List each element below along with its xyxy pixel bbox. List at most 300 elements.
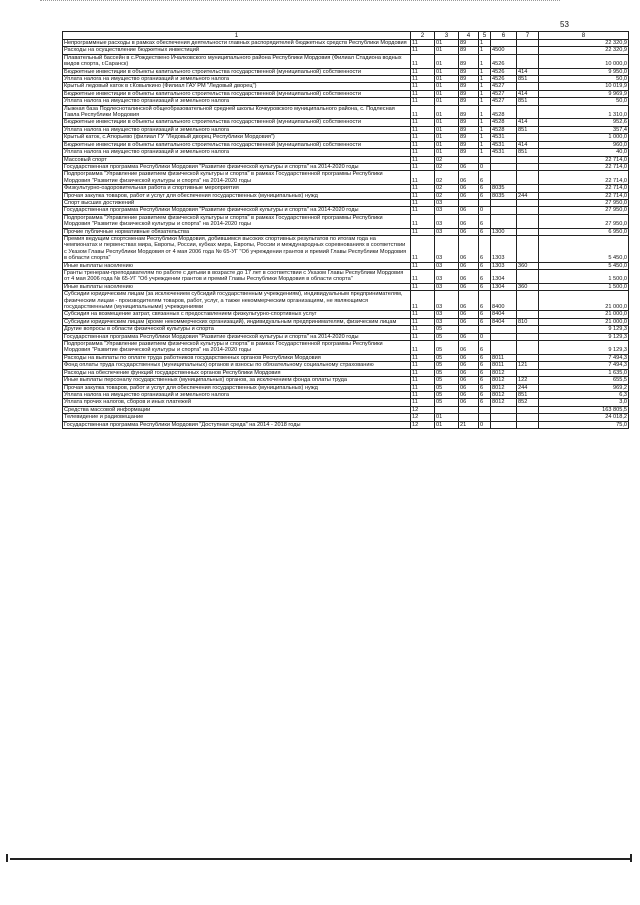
table-row xyxy=(63,192,629,199)
code-cell: 11 xyxy=(411,185,435,192)
table-row xyxy=(63,341,629,355)
amount-cell: 22 714,0 xyxy=(539,163,629,170)
section-cell: 01 xyxy=(435,40,459,47)
article-cell xyxy=(491,414,517,421)
code-cell: 11 xyxy=(411,311,435,318)
expense-name-cell: Средства массовой информации xyxy=(63,406,411,413)
amount-cell: 9 129,3 xyxy=(539,326,629,333)
program-cell: 06 xyxy=(459,171,479,185)
subprogram-cell: 6 xyxy=(479,384,491,391)
expense-type-cell: 360 xyxy=(517,283,539,290)
amount-cell: 21 000,0 xyxy=(539,318,629,325)
section-cell: 05 xyxy=(435,341,459,355)
code-cell: 11 xyxy=(411,141,435,148)
table-row xyxy=(63,68,629,75)
page-number: 53 xyxy=(560,20,569,29)
subprogram-cell: 6 xyxy=(479,270,491,284)
code-cell: 11 xyxy=(411,192,435,199)
amount-cell: 7 494,3 xyxy=(539,362,629,369)
table-row xyxy=(63,262,629,269)
code-cell: 11 xyxy=(411,126,435,133)
amount-cell: 3,0 xyxy=(539,399,629,406)
program-cell: 89 xyxy=(459,90,479,97)
program-cell: 89 xyxy=(459,119,479,126)
code-cell: 12 xyxy=(411,421,435,428)
code-cell: 12 xyxy=(411,406,435,413)
amount-cell: 1 500,0 xyxy=(539,270,629,284)
subprogram-cell: 6 xyxy=(479,185,491,192)
amount-cell: 1 635,0 xyxy=(539,369,629,376)
amount-cell: 163 805,5 xyxy=(539,406,629,413)
table-row xyxy=(63,318,629,325)
code-cell: 11 xyxy=(411,90,435,97)
article-cell: 1300 xyxy=(491,228,517,235)
expense-name-cell: Иные выплаты населению xyxy=(63,262,411,269)
section-cell: 03 xyxy=(435,311,459,318)
table-row xyxy=(63,414,629,421)
section-cell: 05 xyxy=(435,384,459,391)
code-cell: 11 xyxy=(411,235,435,262)
program-cell: 06 xyxy=(459,291,479,311)
expense-type-cell xyxy=(517,54,539,68)
code-cell: 11 xyxy=(411,228,435,235)
expense-name-cell: Спорт высших достижений xyxy=(63,199,411,206)
amount-cell: 22 714,0 xyxy=(539,192,629,199)
table-row xyxy=(63,83,629,90)
expense-name-cell: Иные выплаты населению xyxy=(63,283,411,290)
expense-type-cell xyxy=(517,156,539,163)
program-cell: 06 xyxy=(459,207,479,214)
article-cell: 4526 xyxy=(491,54,517,68)
subprogram-cell: 1 xyxy=(479,126,491,133)
section-cell: 01 xyxy=(435,105,459,119)
table-row xyxy=(63,333,629,340)
column-header: 8 xyxy=(539,32,629,40)
expense-type-cell: 852 xyxy=(517,399,539,406)
program-cell: 89 xyxy=(459,105,479,119)
article-cell: 1303 xyxy=(491,262,517,269)
subprogram-cell: 0 xyxy=(479,207,491,214)
table-row xyxy=(63,384,629,391)
amount-cell: 50,0 xyxy=(539,76,629,83)
article-cell xyxy=(491,406,517,413)
table-row xyxy=(63,228,629,235)
section-cell: 02 xyxy=(435,192,459,199)
subprogram-cell: 1 xyxy=(479,119,491,126)
code-cell: 11 xyxy=(411,98,435,105)
expense-name-cell: Бюджетные инвестиции в объекты капитального строительства государственной (муниципальной) собственности xyxy=(63,68,411,75)
code-cell: 11 xyxy=(411,384,435,391)
amount-cell: 27 950,0 xyxy=(539,199,629,206)
code-cell: 11 xyxy=(411,163,435,170)
article-cell xyxy=(491,199,517,206)
expense-name-cell: Прочие публичные нормативные обязательства xyxy=(63,228,411,235)
article-cell: 8012 xyxy=(491,377,517,384)
expense-type-cell: 810 xyxy=(517,318,539,325)
section-cell: 02 xyxy=(435,171,459,185)
article-cell: 4500 xyxy=(491,47,517,54)
section-cell: 02 xyxy=(435,156,459,163)
section-cell: 05 xyxy=(435,399,459,406)
section-cell: 05 xyxy=(435,362,459,369)
program-cell: 06 xyxy=(459,362,479,369)
article-cell xyxy=(491,156,517,163)
amount-cell: 5 450,0 xyxy=(539,262,629,269)
expense-name-cell: Подпрограмма "Управление развитием физической культуры и спорта" в рамках Государственной программы Республики Мордовия "Развитие физической культуры и спорта" на 2014-2020 годы xyxy=(63,341,411,355)
expense-type-cell xyxy=(517,199,539,206)
expense-type-cell xyxy=(517,311,539,318)
program-cell: 06 xyxy=(459,318,479,325)
table-row xyxy=(63,377,629,384)
program-cell: 06 xyxy=(459,192,479,199)
column-header: 5 xyxy=(479,32,491,40)
program-cell: 06 xyxy=(459,399,479,406)
subprogram-cell: 6 xyxy=(479,362,491,369)
expense-name-cell: Государственная программа Республики Мордовия "Доступная среда" на 2014 - 2018 годы xyxy=(63,421,411,428)
section-cell: 01 xyxy=(435,90,459,97)
table-row xyxy=(63,391,629,398)
subprogram-cell: 6 xyxy=(479,228,491,235)
footer-tick-left xyxy=(6,854,8,862)
expense-type-cell xyxy=(517,134,539,141)
code-cell: 11 xyxy=(411,149,435,156)
program-cell: 89 xyxy=(459,98,479,105)
amount-cell: 6 950,0 xyxy=(539,228,629,235)
section-cell: 03 xyxy=(435,228,459,235)
subprogram-cell: 6 xyxy=(479,318,491,325)
amount-cell: 21 000,0 xyxy=(539,311,629,318)
article-cell xyxy=(491,341,517,355)
amount-cell: 1 500,0 xyxy=(539,283,629,290)
amount-cell: 1 310,0 xyxy=(539,105,629,119)
section-cell: 01 xyxy=(435,414,459,421)
amount-cell: 655,5 xyxy=(539,377,629,384)
article-cell xyxy=(491,214,517,228)
section-cell: 01 xyxy=(435,68,459,75)
table-row xyxy=(63,399,629,406)
expense-type-cell: 851 xyxy=(517,126,539,133)
article-cell: 8012 xyxy=(491,369,517,376)
expense-type-cell: 121 xyxy=(517,362,539,369)
expense-type-cell xyxy=(517,185,539,192)
program-cell: 06 xyxy=(459,354,479,361)
article-cell: 4527 xyxy=(491,90,517,97)
expense-type-cell xyxy=(517,333,539,340)
program-cell: 06 xyxy=(459,185,479,192)
code-cell: 11 xyxy=(411,377,435,384)
program-cell: 21 xyxy=(459,421,479,428)
section-cell: 01 xyxy=(435,98,459,105)
table-row xyxy=(63,90,629,97)
expense-type-cell: 414 xyxy=(517,90,539,97)
expense-type-cell xyxy=(517,406,539,413)
subprogram-cell: 6 xyxy=(479,341,491,355)
subprogram-cell: 6 xyxy=(479,171,491,185)
amount-cell: 1 000,0 xyxy=(539,134,629,141)
article-cell: 4526 xyxy=(491,68,517,75)
table-row xyxy=(63,369,629,376)
section-cell: 02 xyxy=(435,185,459,192)
expense-type-cell xyxy=(517,163,539,170)
table-row xyxy=(63,156,629,163)
code-cell: 11 xyxy=(411,399,435,406)
column-header: 7 xyxy=(517,32,539,40)
article-cell: 4531 xyxy=(491,134,517,141)
section-cell: 01 xyxy=(435,134,459,141)
expense-type-cell: 414 xyxy=(517,119,539,126)
article-cell: 4528 xyxy=(491,119,517,126)
subprogram-cell: 6 xyxy=(479,354,491,361)
amount-cell: 27 950,0 xyxy=(539,207,629,214)
expense-type-cell: 851 xyxy=(517,149,539,156)
expense-type-cell: 414 xyxy=(517,141,539,148)
subprogram-cell: 6 xyxy=(479,369,491,376)
table-row xyxy=(63,134,629,141)
section-cell: 01 xyxy=(435,421,459,428)
article-cell: 8404 xyxy=(491,318,517,325)
expense-name-cell: Государственная программа Республики Мордовия "Развитие физической культуры и спорта" на 2014-2020 годы xyxy=(63,207,411,214)
expense-type-cell: 851 xyxy=(517,76,539,83)
expense-name-cell: Иные выплаты персоналу государственных (муниципальных) органов, за исключением фонда оплаты труда xyxy=(63,377,411,384)
amount-cell: 21 000,0 xyxy=(539,291,629,311)
table-row xyxy=(63,185,629,192)
expense-name-cell: Субсидии юридическим лицам (кроме некоммерческих организаций), индивидуальным предпринимателям, физическим лицам xyxy=(63,318,411,325)
subprogram-cell: 1 xyxy=(479,98,491,105)
subprogram-cell: 1 xyxy=(479,54,491,68)
expense-name-cell: Плавательный бассейн в с.Рождествено Ичалковского муниципального района Республики Мордовия (Филиал Стадиона водных видов спорта, г.Саранск) xyxy=(63,54,411,68)
article-cell: 4526 xyxy=(491,76,517,83)
subprogram-cell: 1 xyxy=(479,105,491,119)
code-cell: 11 xyxy=(411,119,435,126)
article-cell: 1303 xyxy=(491,235,517,262)
expense-name-cell: Крытый каток, с.Атюрьево (филиал ГУ "Ледовый дворец Республики Мордовия") xyxy=(63,134,411,141)
program-cell: 06 xyxy=(459,384,479,391)
expense-type-cell xyxy=(517,228,539,235)
article-cell: 8404 xyxy=(491,311,517,318)
section-cell: 01 xyxy=(435,119,459,126)
expense-type-cell xyxy=(517,270,539,284)
amount-cell: 9 129,3 xyxy=(539,341,629,355)
program-cell xyxy=(459,326,479,333)
code-cell: 11 xyxy=(411,105,435,119)
article-cell: 1304 xyxy=(491,270,517,284)
code-cell: 11 xyxy=(411,291,435,311)
footer-rule xyxy=(10,858,632,860)
code-cell: 11 xyxy=(411,283,435,290)
article-cell xyxy=(491,171,517,185)
expense-name-cell: Субсидия на возмещение затрат, связанных с предоставлением физкультурно-спортивных услуг xyxy=(63,311,411,318)
article-cell: 4527 xyxy=(491,83,517,90)
amount-cell: 75,0 xyxy=(539,421,629,428)
article-cell xyxy=(491,333,517,340)
subprogram-cell xyxy=(479,326,491,333)
budget-table xyxy=(62,31,629,429)
code-cell: 11 xyxy=(411,68,435,75)
expense-type-cell xyxy=(517,341,539,355)
expense-name-cell: Премия ведущим спортсменам Республики Мордовия, добившимся высоких спортивных результатов по итогам года на чемпионатах и первенствах мира, Европы, России, кубках мира, Европы, России и международных соревнованиях в соответствии с Указом Главы Республики Мордовия от 4 мая 2006 года № 65-УГ "Об учреждении грантов и премий Главы Республики Мордовия в области спорта" xyxy=(63,235,411,262)
table-row xyxy=(63,354,629,361)
expense-name-cell: Уплата налога на имущество организаций и земельного налога xyxy=(63,76,411,83)
subprogram-cell: 0 xyxy=(479,421,491,428)
column-header: 2 xyxy=(411,32,435,40)
expense-name-cell: Бюджетные инвестиции в объекты капитального строительства государственной (муниципальной) собственности xyxy=(63,90,411,97)
table-row xyxy=(63,126,629,133)
section-cell: 01 xyxy=(435,141,459,148)
code-cell: 11 xyxy=(411,262,435,269)
article-cell xyxy=(491,326,517,333)
table-row xyxy=(63,171,629,185)
amount-cell: 10 000,0 xyxy=(539,54,629,68)
amount-cell: 22 714,0 xyxy=(539,171,629,185)
amount-cell: 960,0 xyxy=(539,141,629,148)
section-cell: 03 xyxy=(435,291,459,311)
program-cell: 06 xyxy=(459,333,479,340)
program-cell xyxy=(459,414,479,421)
expense-name-cell: Уплата налога на имущество организаций и земельного налога xyxy=(63,98,411,105)
expense-name-cell: Расходы на осуществление бюджетных инвестиций xyxy=(63,47,411,54)
article-cell xyxy=(491,40,517,47)
table-row xyxy=(63,163,629,170)
section-cell: 03 xyxy=(435,262,459,269)
table-row xyxy=(63,207,629,214)
subprogram-cell: 6 xyxy=(479,283,491,290)
program-cell: 06 xyxy=(459,163,479,170)
footer-tick-right xyxy=(630,854,632,862)
expense-type-cell: 122 xyxy=(517,377,539,384)
table-row xyxy=(63,40,629,47)
article-cell: 4528 xyxy=(491,126,517,133)
program-cell: 89 xyxy=(459,40,479,47)
expense-name-cell: Физкультурно-оздоровительная работа и спортивные мероприятия xyxy=(63,185,411,192)
expense-type-cell: 244 xyxy=(517,384,539,391)
amount-cell: 357,4 xyxy=(539,126,629,133)
section-cell: 05 xyxy=(435,369,459,376)
section-cell: 01 xyxy=(435,47,459,54)
program-cell: 89 xyxy=(459,83,479,90)
section-cell: 03 xyxy=(435,207,459,214)
subprogram-cell: 1 xyxy=(479,40,491,47)
expense-type-cell xyxy=(517,207,539,214)
program-cell: 06 xyxy=(459,283,479,290)
article-cell: 4528 xyxy=(491,105,517,119)
program-cell: 06 xyxy=(459,369,479,376)
expense-name-cell: Подпрограмма "Управление развитием физической культуры и спорта" в рамках Государственной программы Республики Мордовия "Развитие физической культуры и спорта" на 2014-2020 годы xyxy=(63,171,411,185)
amount-cell: 952,6 xyxy=(539,119,629,126)
code-cell: 11 xyxy=(411,156,435,163)
expense-type-cell: 851 xyxy=(517,391,539,398)
code-cell: 11 xyxy=(411,333,435,340)
expense-name-cell: Уплата прочих налогов, сборов и иных платежей xyxy=(63,399,411,406)
expense-name-cell: Государственная программа Республики Мордовия "Развитие физической культуры и спорта" на 2014-2020 годы xyxy=(63,163,411,170)
expense-type-cell: 851 xyxy=(517,98,539,105)
program-cell: 89 xyxy=(459,149,479,156)
section-cell: 01 xyxy=(435,76,459,83)
article-cell xyxy=(491,163,517,170)
section-cell: 05 xyxy=(435,326,459,333)
code-cell: 11 xyxy=(411,47,435,54)
code-cell: 11 xyxy=(411,199,435,206)
subprogram-cell: 1 xyxy=(479,76,491,83)
section-cell: 03 xyxy=(435,199,459,206)
program-cell: 06 xyxy=(459,235,479,262)
expense-type-cell xyxy=(517,369,539,376)
subprogram-cell: 6 xyxy=(479,391,491,398)
column-header: 1 xyxy=(63,32,411,40)
expense-name-cell: Гранты тренерам-преподавателям по работе с детьми в возрасте до 17 лет в соответствии с Указом Главы Республики Мордовия от 4 мая 2006 года № 65-УГ "Об учреждении грантов и премий Главы Республики Мордовия в области спорта" xyxy=(63,270,411,284)
expense-type-cell xyxy=(517,326,539,333)
table-row xyxy=(63,214,629,228)
section-cell: 01 xyxy=(435,149,459,156)
program-cell: 06 xyxy=(459,311,479,318)
table-row xyxy=(63,283,629,290)
article-cell: 1304 xyxy=(491,283,517,290)
section-cell: 01 xyxy=(435,83,459,90)
subprogram-cell: 1 xyxy=(479,149,491,156)
subprogram-cell: 6 xyxy=(479,192,491,199)
subprogram-cell: 1 xyxy=(479,47,491,54)
table-row xyxy=(63,270,629,284)
expense-name-cell: Расходы на обеспечение функций государственных органов Республики Мордовия xyxy=(63,369,411,376)
article-cell: 8012 xyxy=(491,399,517,406)
expense-name-cell: Непрограммные расходы в рамках обеспечения деятельности главных распорядителей бюджетных средств Республики Мордовия xyxy=(63,40,411,47)
expense-type-cell xyxy=(517,291,539,311)
table-header-row xyxy=(63,32,629,40)
code-cell: 12 xyxy=(411,414,435,421)
table-row xyxy=(63,54,629,68)
section-cell: 03 xyxy=(435,235,459,262)
article-cell: 8400 xyxy=(491,291,517,311)
article-cell: 4527 xyxy=(491,98,517,105)
column-header: 4 xyxy=(459,32,479,40)
program-cell: 06 xyxy=(459,377,479,384)
amount-cell: 9 950,0 xyxy=(539,68,629,75)
program-cell xyxy=(459,199,479,206)
column-header: 6 xyxy=(491,32,517,40)
expense-type-cell: 360 xyxy=(517,262,539,269)
scan-edge xyxy=(40,0,560,5)
amount-cell: 24 018,2 xyxy=(539,414,629,421)
expense-name-cell: Крытый ледовый каток в г.Ковылкино (Филиал ГАУ РМ "Ледовый дворец") xyxy=(63,83,411,90)
code-cell: 11 xyxy=(411,207,435,214)
code-cell: 11 xyxy=(411,171,435,185)
subprogram-cell: 6 xyxy=(479,399,491,406)
table-row xyxy=(63,362,629,369)
table-row xyxy=(63,326,629,333)
table-row xyxy=(63,47,629,54)
expense-type-cell xyxy=(517,214,539,228)
program-cell: 06 xyxy=(459,228,479,235)
expense-name-cell: Подпрограмма "Управление развитием физической культуры и спорта" в рамках Государственной программы Республики Мордовия "Развитие физической культуры и спорта" на 2014-2020 годы xyxy=(63,214,411,228)
program-cell: 89 xyxy=(459,76,479,83)
expense-type-cell: 414 xyxy=(517,68,539,75)
code-cell: 11 xyxy=(411,391,435,398)
subprogram-cell: 6 xyxy=(479,291,491,311)
table-row xyxy=(63,311,629,318)
subprogram-cell: 1 xyxy=(479,141,491,148)
amount-cell: 22 320,9 xyxy=(539,47,629,54)
column-header: 3 xyxy=(435,32,459,40)
subprogram-cell: 1 xyxy=(479,134,491,141)
expense-name-cell: Уплата налога на имущество организаций и земельного налога xyxy=(63,391,411,398)
amount-cell: 22 320,9 xyxy=(539,40,629,47)
subprogram-cell: 0 xyxy=(479,163,491,170)
expense-name-cell: Фонд оплаты труда государственных (муниципальных) органов и взносы по обязательному социальному страхованию xyxy=(63,362,411,369)
article-cell: 8011 xyxy=(491,362,517,369)
section-cell: 02 xyxy=(435,163,459,170)
amount-cell: 9 969,9 xyxy=(539,90,629,97)
amount-cell: 6,3 xyxy=(539,391,629,398)
subprogram-cell: 6 xyxy=(479,311,491,318)
